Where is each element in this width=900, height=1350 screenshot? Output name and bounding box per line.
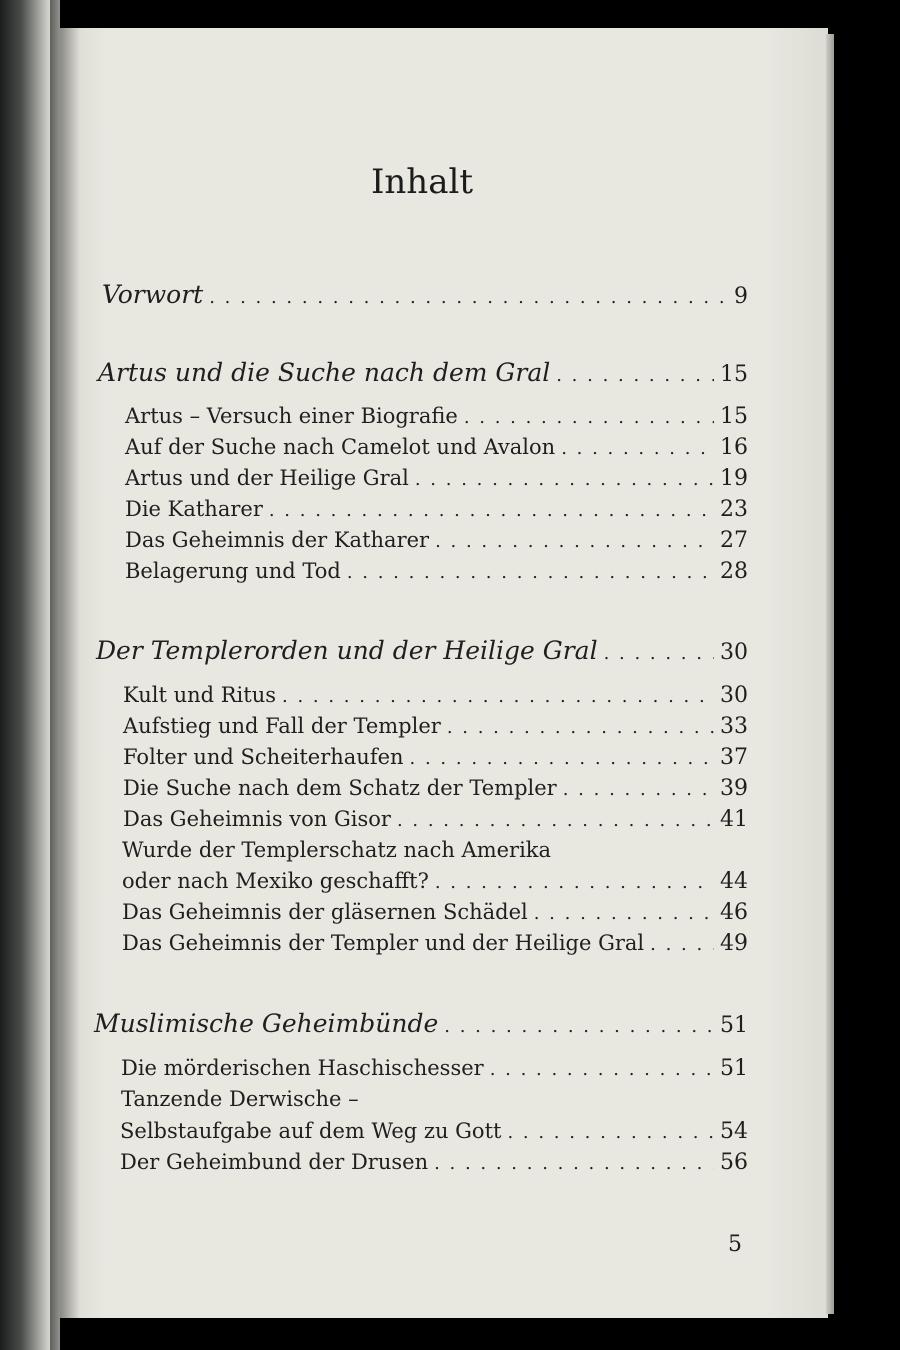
toc-entry (125, 559, 748, 587)
toc-entry-wrap-line: Tanzende Derwische – (121, 1087, 359, 1111)
toc-entry (122, 931, 748, 959)
toc-page-number: 51 (720, 1013, 748, 1038)
toc-page-number: 28 (720, 559, 748, 584)
leader-dots (415, 469, 714, 490)
toc-entry (123, 683, 748, 711)
toc-chapter-vorwort (102, 280, 748, 308)
toc-label: Muslimische Geheimbünde (94, 1009, 439, 1038)
toc-page-number: 15 (720, 404, 748, 429)
toc-label: Das Geheimnis von Gisor (123, 807, 391, 831)
toc-label: Die Katharer (125, 497, 263, 521)
toc-label: Die Suche nach dem Schatz der Templer (123, 776, 557, 800)
toc-chapter-muslim (94, 1009, 748, 1037)
toc-page-number: 27 (720, 528, 748, 553)
toc-label: Artus und der Heilige Gral (125, 466, 409, 490)
toc-entry (125, 466, 748, 494)
toc-label: Das Geheimnis der Templer und der Heilige Gral (122, 931, 645, 955)
toc-entry (121, 1056, 748, 1084)
leader-dots (435, 531, 714, 552)
toc-label: Das Geheimnis der gläsernen Schädel (122, 900, 528, 924)
toc-page-number: 30 (720, 683, 748, 708)
toc-label: Der Geheimbund der Drusen (120, 1150, 429, 1174)
toc-label: Aufstieg und Fall der Templer (123, 714, 441, 738)
toc-page-number: 15 (720, 362, 748, 387)
toc-entry (125, 435, 748, 463)
toc-label: Die mörderischen Haschischesser (121, 1056, 484, 1080)
leader-dots (490, 1059, 714, 1080)
toc-chapter-templer (96, 636, 748, 664)
toc-page-number: 44 (720, 869, 748, 894)
toc-label: Kult und Ritus (123, 683, 277, 707)
leader-dots (444, 1016, 714, 1037)
leader-dots (464, 407, 714, 428)
toc-entry (120, 1150, 748, 1178)
toc-page-number: 37 (720, 745, 748, 770)
toc-label: Artus – Versuch einer Biografie (125, 404, 458, 428)
leader-dots (397, 810, 714, 831)
toc-label: Artus und die Suche nach dem Gral (98, 358, 551, 387)
leader-dots (410, 748, 714, 769)
toc-page-number: 9 (734, 284, 748, 309)
toc-page-number: 56 (720, 1150, 748, 1175)
spine-shadow (50, 0, 80, 1350)
toc-page-number: 49 (720, 931, 748, 956)
toc-page-number: 30 (720, 640, 748, 665)
toc-page-number: 19 (720, 466, 748, 491)
toc-label: Vorwort (102, 280, 204, 309)
leader-dots (434, 1153, 714, 1174)
toc-label: Selbstaufgabe auf dem Weg zu Gott (120, 1119, 502, 1143)
toc-entry (123, 776, 748, 804)
toc-page-number: 54 (720, 1119, 748, 1144)
toc-page-number: 33 (720, 714, 748, 739)
toc-entry (125, 497, 748, 525)
leader-dots (435, 872, 714, 893)
leader-dots (209, 287, 728, 308)
page-stack-edge (826, 34, 834, 1314)
page-title: Inhalt (370, 162, 474, 202)
page-number: 5 (728, 1232, 742, 1257)
toc-page-number: 46 (720, 900, 748, 925)
toc-page-number: 16 (720, 435, 748, 460)
leader-dots (282, 686, 714, 707)
toc-entry (123, 745, 748, 773)
toc-page-number: 23 (720, 497, 748, 522)
toc-label: Der Templerorden und der Heilige Gral (96, 636, 598, 665)
leader-dots (561, 438, 714, 459)
toc-label: Auf der Suche nach Camelot und Avalon (125, 435, 556, 459)
toc-entry (122, 869, 748, 897)
toc-entry (125, 528, 748, 556)
leader-dots (447, 717, 714, 738)
leader-dots (604, 643, 714, 664)
toc-entry (120, 1119, 748, 1147)
toc-label: oder nach Mexiko geschafft? (122, 869, 429, 893)
toc-page-number: 41 (720, 807, 748, 832)
toc-label: Das Geheimnis der Katharer (125, 528, 430, 552)
toc-page-number: 51 (720, 1056, 748, 1081)
toc-entry (123, 714, 748, 742)
toc-label: Folter und Scheiterhaufen (123, 745, 404, 769)
leader-dots (563, 779, 714, 800)
leader-dots (269, 500, 714, 521)
leader-dots (507, 1122, 714, 1143)
toc-entry-wrap-line: Wurde der Templerschatz nach Amerika (122, 838, 552, 862)
leader-dots (650, 934, 714, 955)
leader-dots (556, 365, 714, 386)
toc-entry (125, 404, 748, 432)
toc-chapter-artus (98, 358, 748, 386)
leader-dots (347, 562, 714, 583)
toc-entry (123, 807, 748, 835)
toc-entry (122, 900, 748, 928)
leader-dots (534, 903, 714, 924)
toc-label: Belagerung und Tod (125, 559, 341, 583)
toc-page-number: 39 (720, 776, 748, 801)
